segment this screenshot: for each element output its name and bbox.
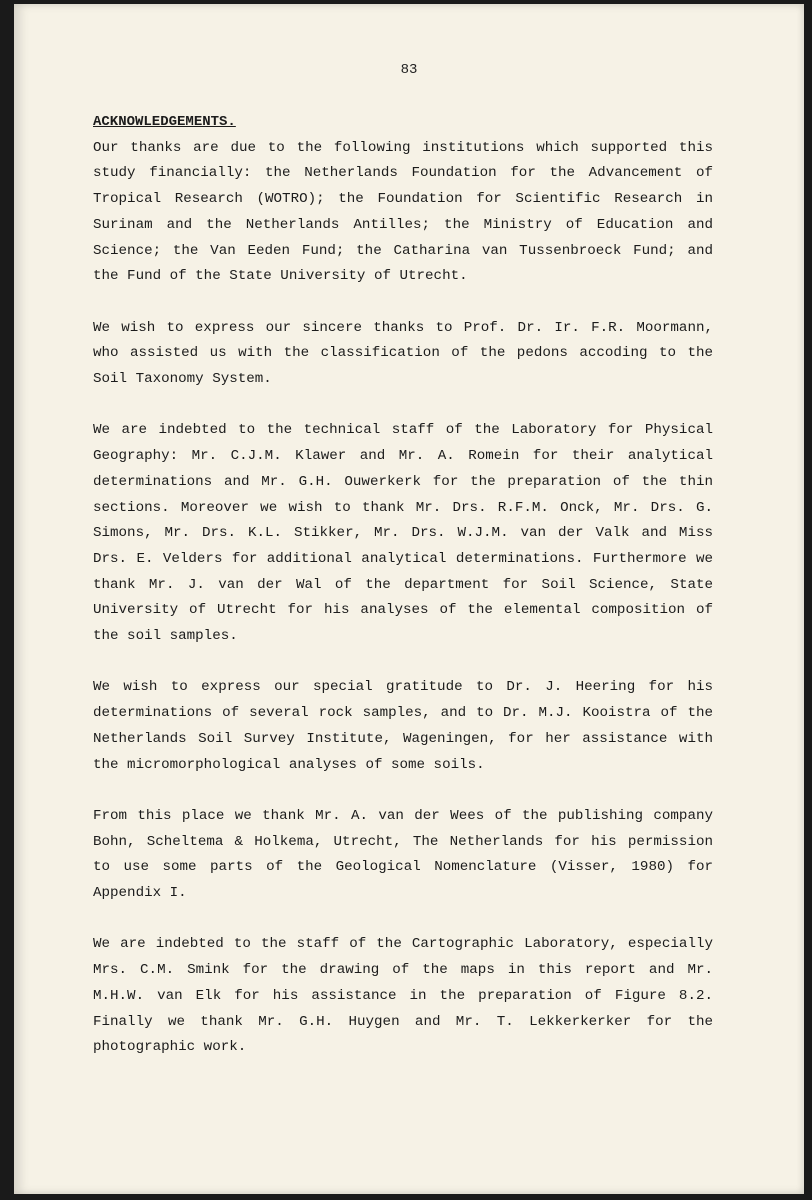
- document-page: [14, 4, 804, 1194]
- paragraph-rock-samples: We wish to express our special gratitude to Dr. J. Heering for his determinations of several rock samples, and to Dr. M.J. Kooistra of the Netherlands Soil Survey Institute, Wageningen, for her assistance with the micromorphological analyses of some soils.: [93, 679, 713, 773]
- paragraph-funding: Our thanks are due to the following institutions which supported this study financially: the Netherlands Foundation for the Advancement of Tropical Research (WOTRO); the Foundation for Scientific Research in Surinam and the Netherlands Antilles; the Ministry of Education and Science; the Van Eeden Fund; the Catharina van Tussenbroeck Fund; and the Fund of the State University of Utrecht.: [93, 139, 713, 285]
- paragraph-classification: We wish to express our sincere thanks to Prof. Dr. Ir. F.R. Moormann, who assisted us with the classification of the pedons accoding to the Soil Taxonomy System.: [93, 319, 713, 388]
- paragraph-technical-staff: We are indebted to the technical staff of the Laboratory for Physical Geography: Mr. C.J.M. Klawer and Mr. A. Romein for their analytical determinations and Mr. G.H. Ouwerkerk for the preparation of the thin sections. Moreover we wish to thank Mr. Drs. R.F.M. Onck, Mr. Drs. G. Simons, Mr. Drs. K.L. Stikker, Mr. Drs. W.J.M. van der Valk and Miss Drs. E. Velders for additional analytical determinations. Furthermore we thank Mr. J. van der Wal of the department for Soil Science, State University of Utrecht for his analyses of the elemental composition of the soil samples.: [93, 422, 713, 645]
- acknowledgements-section: [93, 110, 713, 1061]
- paragraph-publishing: From this place we thank Mr. A. van der Wees of the publishing company Bohn, Scheltema & Holkema, Utrecht, The Netherlands for his permission to use some parts of the Geological Nomenclature (Visser, 1980) for Appendix I.: [93, 807, 713, 902]
- paragraph-cartography: We are indebted to the staff of the Cartographic Laboratory, especially Mrs. C.M. Smink for the drawing of the maps in this report and Mr. M.H.W. van Elk for his assistance in the preparation of Figure 8.2. Finally we thank Mr. G.H. Huygen and Mr. T. Lekkerkerker for the photographic work.: [93, 936, 713, 1056]
- section-heading: ACKNOWLEDGEMENTS.: [93, 114, 236, 130]
- page-number: 83: [400, 62, 418, 78]
